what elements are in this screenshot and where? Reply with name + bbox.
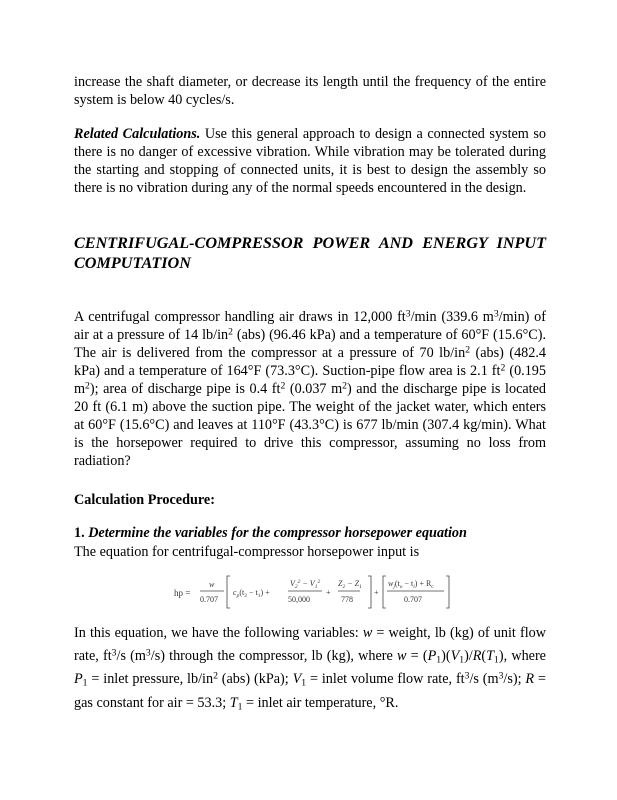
problem-text: (abs) (96.46 kPa) and a temperature of 60°F (15.6°C). The air is delivered from the compressor at a pressure of 70 lb/in [74, 327, 547, 361]
eq-cp-term: $c_p(t_2 - t_1)$ + [233, 588, 270, 599]
problem-text: (abs) (482.4 kPa) and a temperature of 164°F (73.3°C). Suction-pipe flow area is 2.1 ft [74, 345, 547, 379]
problem-text: /min (339.6 m [410, 309, 494, 325]
step-number: 1. [74, 525, 85, 541]
related-calculations-paragraph [74, 125, 546, 197]
eq-close-bracket [446, 576, 449, 608]
eq-d3: 778 [341, 595, 353, 604]
eq-plus: + [326, 588, 331, 597]
problem-statement [74, 308, 546, 470]
superscript: 2 [280, 380, 286, 392]
variables-paragraph: In this equation, we have the following variables: w = weight, lb (kg) of unit flow rate, $ft^3/s$ $(m^3/s)$ through the compressor, lb (kg), where $w = (P_1)(V_1)/R(T_1)$, where $P_1$ = inlet pressure, $lb/in^2$ (abs) (kPa); $V_1$ = inlet volume flow rate, $ft^3/s$ $(m^3/s)$; R = gas constant for air = 53.3; $T_1$ = inlet air temperature, °R. [74, 625, 546, 713]
eq-bracket-plus: + [374, 588, 379, 597]
eq-lhs: hp = [174, 588, 191, 598]
problem-text: (0.195 m [74, 363, 546, 397]
related-calculations-text: Use this general approach to design a connected system so there is no danger of excessive vibration. While vibration may be tolerated during the starting and stopping of connected units, it is best to design the assembly so there is no vibration during any of the normal speeds encountered in the design. [74, 126, 547, 196]
superscript: 3 [493, 308, 499, 320]
eq-open-bracket [383, 576, 386, 608]
superscript: 2 [465, 344, 471, 356]
eq-w: w [209, 580, 215, 589]
eq-elevation-numerator: $Z_2 - Z_1$ [338, 579, 362, 590]
superscript: 2 [500, 362, 506, 374]
superscript: 2 [85, 380, 90, 392]
section-heading: CENTRIFUGAL-COMPRESSOR POWER AND ENERGY INPUT COMPUTATION [74, 234, 546, 272]
superscript: 2 [342, 380, 347, 392]
related-calculations-label: Related Calculations. [74, 126, 201, 142]
eq-d4: 0.707 [404, 595, 422, 604]
step-1-heading [74, 524, 546, 542]
step-1-intro: The equation for centrifugal-compressor horsepower input is [74, 544, 420, 560]
eq-jacket-numerator: $w_j(t_o - t_i) + R_c$ [388, 579, 434, 590]
paragraph-continued [74, 73, 546, 109]
problem-text: (0.037 m [285, 381, 343, 397]
step-title: Determine the variables for the compressor horsepower equation [84, 525, 467, 541]
problem-text: ); area of discharge pipe is 0.4 ft [89, 381, 281, 397]
problem-text: ) and the discharge pipe is located 20 ft (6.1 m) above the suction pipe. The weight of the jacket water, which enters at 60°F (15.6°C) and leaves at 110°F (43.3°C) is 677 lb/min (307.4 kg/min). What is the horsepower required to drive this compressor, assuming no loss from radiation? [74, 381, 546, 469]
paragraph-text: increase the shaft diameter, or decrease its length until the frequency of the entire system is below 40 cycles/s. [74, 74, 546, 108]
problem-text: A centrifugal compressor handling air draws in 12,000 ft [74, 309, 406, 325]
problem-text: /min) of air at a pressure of 14 lb/in [74, 309, 546, 343]
eq-d2: 50,000 [288, 595, 310, 604]
eq-d1: 0.707 [200, 595, 218, 604]
superscript: 2 [228, 326, 233, 338]
eq-velocity-numerator: $V_2^2 - V_1^2$ [290, 579, 321, 590]
superscript: 3 [405, 308, 411, 320]
calculation-procedure-heading: Calculation Procedure: [74, 492, 215, 508]
horsepower-equation [174, 572, 474, 612]
eq-close-bracket [368, 576, 371, 608]
eq-open-bracket [227, 576, 230, 608]
